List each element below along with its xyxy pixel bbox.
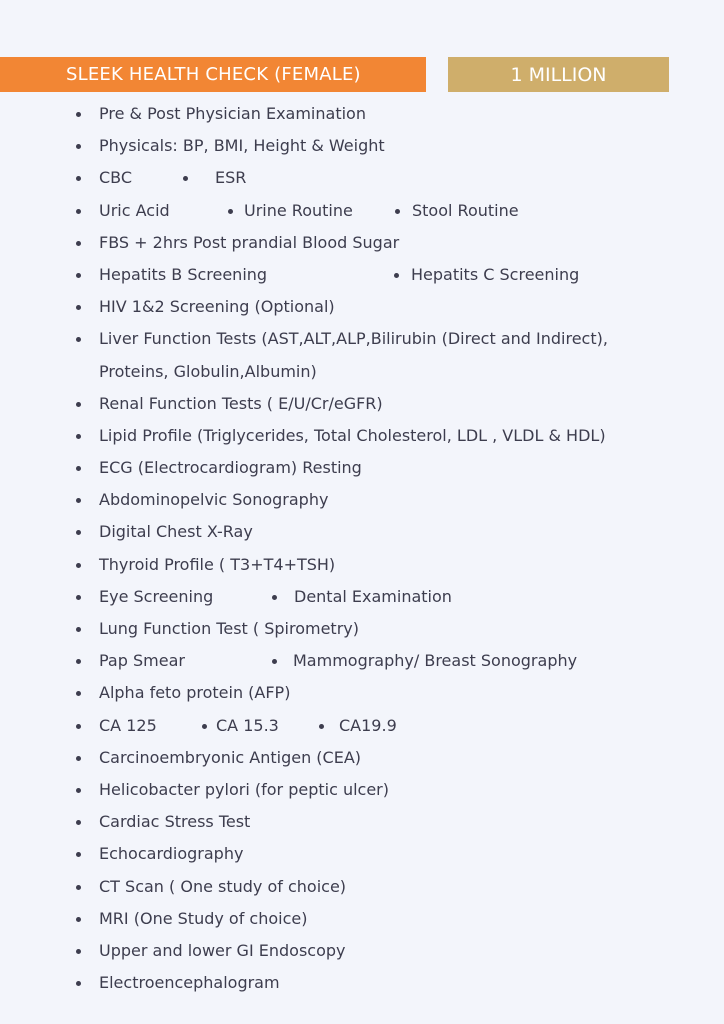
list-item-text: Liver Function Tests (AST,ALT,ALP,Bilirubin (Direct and Indirect), [99, 329, 608, 349]
list-item-text: Alpha feto protein (AFP) [99, 683, 291, 703]
bullet-icon [76, 917, 81, 922]
bullet-icon [76, 176, 81, 181]
list-item-text: Physicals: BP, BMI, Height & Weight [99, 136, 385, 156]
bullet-icon [76, 563, 81, 568]
bullet-icon [76, 885, 81, 890]
bullet-icon [76, 466, 81, 471]
bullet-icon [76, 788, 81, 793]
bullet-icon [76, 305, 81, 310]
bullet-icon [394, 273, 399, 278]
package-price-banner [448, 57, 669, 92]
list-item-text: CA 15.3 [216, 715, 279, 735]
bullet-icon [183, 176, 188, 181]
list-item-text: ECG (Electrocardiogram) Resting [99, 458, 362, 478]
package-price: 1 MILLION [510, 63, 607, 86]
list-item-text: Echocardiography [99, 844, 244, 864]
bullet-icon [76, 595, 81, 600]
list-item-text: Renal Function Tests ( E/U/Cr/eGFR) [99, 393, 383, 413]
package-title-banner [0, 57, 426, 92]
list-item-text: Eye Screening [99, 586, 214, 606]
list-item-text: Uric Acid [99, 200, 170, 220]
list-item-text: Pap Smear [99, 651, 185, 671]
bullet-icon [76, 981, 81, 986]
list-item-text: Pre & Post Physician Examination [99, 104, 366, 123]
list-item-text: CA19.9 [339, 715, 397, 735]
bullet-icon [228, 209, 233, 214]
bullet-icon [76, 691, 81, 696]
list-item-text: Dental Examination [294, 586, 452, 606]
bullet-icon [272, 595, 277, 600]
list-item-text: Mammography/ Breast Sonography [293, 651, 578, 671]
bullet-icon [76, 498, 81, 503]
list-item-text: Abdominopelvic Sonography [99, 490, 329, 510]
list-item-text: Hepatits B Screening [99, 264, 268, 284]
list-item-text: Digital Chest X-Ray [99, 522, 253, 542]
list-item-text: Thyroid Profile ( T3+T4+TSH) [99, 554, 336, 574]
bullet-icon [76, 241, 81, 246]
list-item-text: Stool Routine [412, 200, 519, 220]
list-item-text: Lung Function Test ( Spirometry) [99, 619, 359, 638]
bullet-icon [76, 144, 81, 149]
list-item-text: CBC [99, 168, 133, 188]
list-item-text: CT Scan ( One study of choice) [99, 876, 347, 896]
bullet-icon [76, 209, 81, 214]
list-item-text: Upper and lower GI Endoscopy [99, 940, 346, 960]
bullet-icon [76, 820, 81, 825]
list-item-text: Carcinoembryonic Antigen (CEA) [99, 747, 362, 767]
package-title: SLEEK HEALTH CHECK (FEMALE) [66, 64, 361, 85]
list-item-text: Helicobacter pylori (for peptic ulcer) [99, 779, 389, 799]
bullet-icon [319, 724, 324, 729]
bullet-icon [76, 949, 81, 954]
bullet-icon [202, 724, 207, 729]
bullet-icon [76, 659, 81, 664]
list-item-text: Proteins, Globulin,Albumin) [99, 361, 317, 381]
list-item-text: Electroencephalogram [99, 973, 280, 993]
bullet-icon [76, 402, 81, 407]
bullet-icon [76, 337, 81, 342]
bullet-icon [76, 434, 81, 439]
bullet-icon [76, 627, 81, 632]
bullet-icon [272, 659, 277, 664]
bullet-icon [76, 852, 81, 857]
bullet-icon [76, 112, 81, 117]
list-item-text: Hepatits C Screening [411, 264, 580, 284]
list-item-text: ESR [215, 168, 247, 188]
bullet-icon [76, 756, 81, 761]
list-item-text: CA 125 [99, 715, 157, 735]
list-item-text: MRI (One Study of choice) [99, 908, 308, 928]
bullet-icon [395, 209, 400, 214]
bullet-icon [76, 724, 81, 729]
list-item-text: Lipid Profile (Triglycerides, Total Cholesterol, LDL , VLDL & HDL) [99, 425, 606, 445]
bullet-icon [76, 530, 81, 535]
list-item-text: Cardiac Stress Test [99, 812, 251, 832]
bullet-icon [76, 273, 81, 278]
list-item-text: Urine Routine [244, 200, 353, 220]
list-item-text: HIV 1&2 Screening (Optional) [99, 297, 335, 317]
list-item-text: FBS + 2hrs Post prandial Blood Sugar [99, 232, 400, 252]
